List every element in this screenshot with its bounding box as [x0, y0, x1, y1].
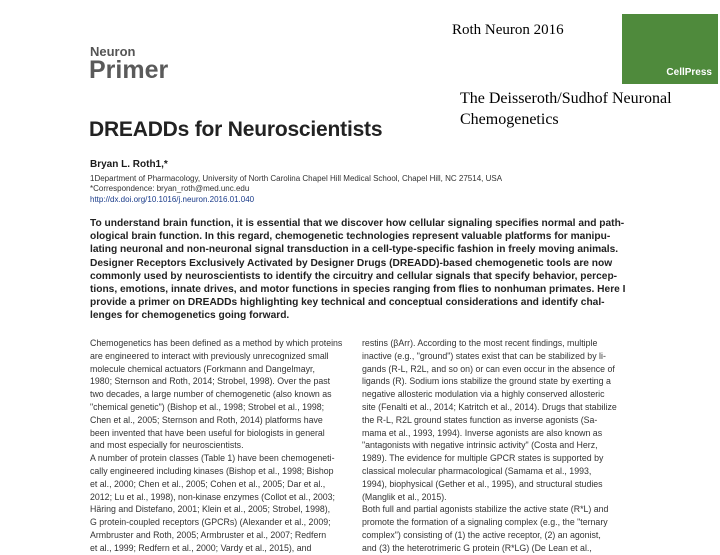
abstract-line: lenges for chemogenetics going forward. — [90, 310, 290, 322]
body-text-line: Häring and Distefano, 2001; Klein et al., 2005; Strobel, 1998), — [90, 504, 331, 515]
body-text-line: molecule chemical actuators (Forkmann and Dangelmayr, — [90, 363, 315, 374]
body-text-line: and (3) the heterotrimeric G protein (R*LG) (De Lean et al., — [362, 542, 592, 553]
body-text-line: A number of protein classes (Table 1) have been chemogeneti- — [90, 453, 335, 464]
author-line: Bryan L. Roth1,* — [90, 159, 168, 170]
body-text-line: restins (βArr). According to the most recent findings, multiple — [362, 338, 598, 348]
body-text-line: promote the formation of a signaling complex (e.g., the "ternary — [362, 517, 608, 528]
body-text-line: two decades, a large number of chemogenetic (also known as — [90, 389, 332, 400]
paper-title: DREADDs for Neuroscientists — [89, 118, 383, 141]
body-text-line: inactive (e.g., "ground") states exist that can be stabilized by li- — [362, 350, 606, 361]
affiliation: 1Department of Pharmacology, University of North Carolina Chapel Hill Medical School, Chapel Hill, NC 27514, USA — [90, 174, 503, 183]
body-text-line: 1994), biophysical (Gether et al., 1995), and structural studies — [362, 478, 603, 489]
body-column-right — [362, 337, 624, 555]
body-text-line: mama et al., 1993, 1994). Inverse agonists are also known as — [362, 427, 603, 438]
body-text-line: 2012; Lu et al., 1998), non-kinase enzymes (Collot et al., 2003; — [90, 491, 335, 502]
body-text-line: et al., 1999; Redfern et al., 2000; Vardy et al., 2015), and — [90, 542, 312, 553]
cellpress-logo — [622, 14, 718, 84]
body-text-line: G protein-coupled receptors (GPCRs) (Alexander et al., 2009; — [90, 517, 331, 528]
body-text-line: (Manglik et al., 2015). — [362, 491, 447, 502]
abstract-line: provide a primer on DREADDs highlighting key technical and conceptual considerations and identify chal- — [90, 297, 605, 309]
body-text-line: ligands (R). Sodium ions stabilize the ground state by exerting a — [362, 376, 611, 387]
body-text-line: "chemical genetic") (Bishop et al., 1998; Strobel et al., 1998; — [90, 401, 325, 412]
body-text-line: cally engineered including kinases (Bishop et al., 1998; Bishop — [90, 465, 334, 476]
body-text-line: gands (R-L, R2L, and so on) or can even occur in the absence of — [362, 363, 615, 374]
abstract-line: commonly used by neuroscientists to identify the circuitry and cellular signals that specify behavior, percep- — [90, 270, 618, 282]
body-text-line: classical molecular pharmacological (Samama et al., 1993, — [362, 465, 592, 476]
body-column-left — [90, 337, 352, 555]
body-text-line: Chemogenetics has been defined as a method by which proteins — [90, 338, 343, 348]
abstract — [90, 217, 630, 323]
journal-name: Neuron — [90, 44, 136, 59]
cellpress-logo-text: CellPress — [666, 67, 712, 78]
correspondence: *Correspondence: bryan_roth@med.unc.edu — [90, 184, 250, 193]
body-text-line: Both full and partial agonists stabilize the active state (R*L) and — [362, 504, 609, 515]
body-text-line: Armbruster and Roth, 2005; Armbruster et al., 2007; Redfern — [90, 529, 327, 540]
body-text-line: negative allosteric modulation via a highly conserved allosteric — [362, 389, 605, 400]
body-text-line: the R-L, R2L ground states function as inverse agonists (Sa- — [362, 414, 598, 425]
abstract-line: lating neuronal and non-neuronal signal transduction in a cell-type-specific fashion in freely moving animals. — [90, 244, 619, 256]
body-text-line: "antagonists with negative intrinsic activity" (Costa and Herz, — [362, 440, 598, 451]
body-text-line: site (Fenalti et al., 2014; Katritch et al., 2014). Drugs that stabilize — [362, 401, 617, 412]
abstract-line: ological brain function. In this regard, chemogenetic technologies represent valuable platforms for manipu- — [90, 231, 611, 243]
body-text-line: 1980; Sternson and Roth, 2014; Strobel, 1998). Over the past — [90, 376, 331, 387]
section-label: Primer — [89, 56, 169, 84]
body-text-line: Chen et al., 2005; Sternson and Roth, 2014) platforms have — [90, 414, 323, 425]
slide-subtitle: The Deisseroth/Sudhof Neuronal Chemogenetics — [460, 90, 672, 128]
body-text-line: been invented that have been useful for biologists in general — [90, 427, 325, 438]
abstract-line: To understand brain function, it is essential that we discover how cellular signaling specifies normal and path- — [90, 218, 625, 229]
body-text-line: are engineered to interact with previously unrecognized small — [90, 350, 329, 361]
doi-link[interactable]: http://dx.doi.org/10.1016/j.neuron.2016.01.040 — [90, 195, 255, 204]
abstract-line: Designer Receptors Exclusively Activated by Designer Drugs (DREADD)-based chemogenetic tools are now — [90, 257, 613, 269]
body-text-line: et al., 2000; Chen et al., 2005; Cohen et al., 2005; Dar et al., — [90, 478, 326, 489]
body-text-line: 1989). The evidence for multiple GPCR states is supported by — [362, 453, 604, 464]
body-text-line: and most especially for neuroscientists. — [90, 440, 244, 451]
body-text-line: complex") consisting of (1) the active receptor, (2) an agonist, — [362, 529, 601, 540]
abstract-line: tions, emotions, innate drives, and motor functions in species ranging from flies to nonhuman primates. Here I — [90, 284, 626, 296]
slide-title: Roth Neuron 2016 — [452, 22, 564, 38]
